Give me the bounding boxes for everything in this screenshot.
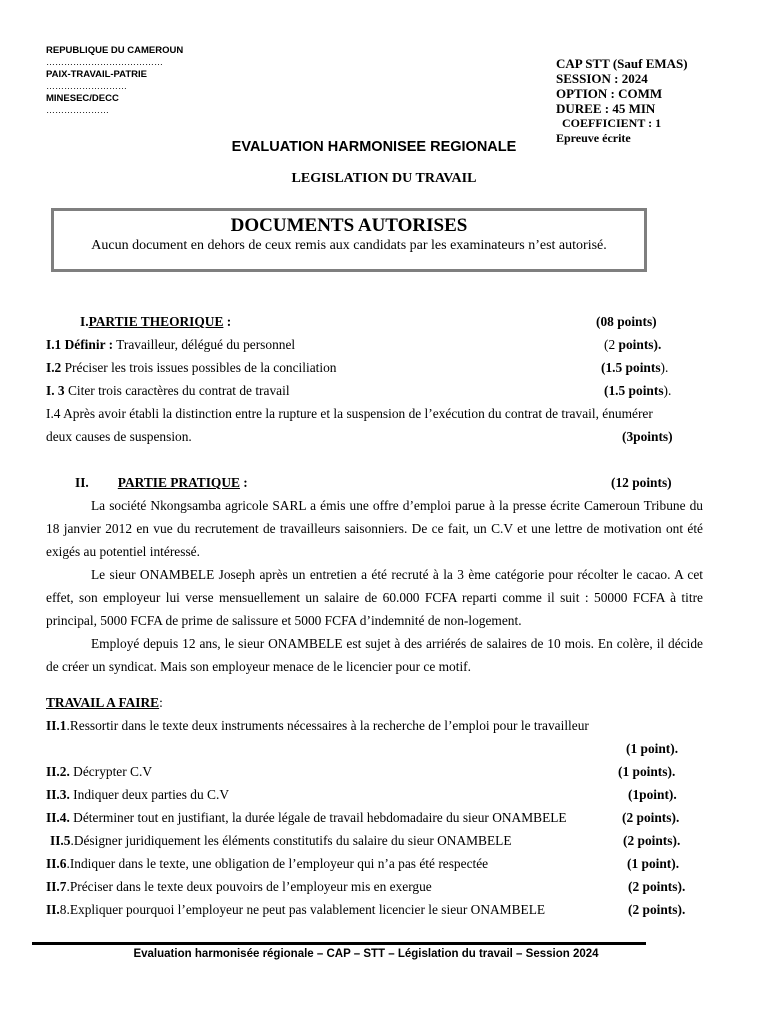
- question-points: (3points): [622, 429, 673, 444]
- question-number: I. 3: [46, 383, 65, 398]
- ministry-label: MINESEC/DECC: [46, 93, 119, 104]
- question-row: [46, 356, 704, 379]
- question-text: Citer trois caractères du contrat de travail: [64, 383, 290, 398]
- question-row: [46, 333, 704, 356]
- task-text: 8.Expliquer pourquoi l’employeur ne peut pas valablement licencier le sieur ONAMBELE: [59, 902, 546, 917]
- republic-label: REPUBLIQUE DU CAMEROUN: [46, 45, 184, 56]
- task-points: (2 points).: [628, 902, 686, 917]
- task-row: [46, 852, 704, 875]
- duration-label: DUREE : 45 MIN: [556, 101, 656, 116]
- task-text: .Préciser dans le texte deux pouvoirs de l’employeur mis en exergue: [66, 879, 432, 894]
- case-paragraph: Le sieur ONAMBELE Joseph après un entretien a été recruté à la 3 ème catégorie pour récolter le cacao. A cet effet, son employeur lui verse mensuellement un salaire de 60.000 FCFA reparti comme il suit : 50000 FCFA à titre principal, 5000 FCFA de prime de salissure et 5000 FCFA d’indemnité de non-logement.: [46, 567, 703, 628]
- question-number: I.1 Définir :: [46, 337, 114, 352]
- part1-colon: :: [223, 314, 232, 329]
- task-text: .Ressortir dans le texte deux instruments nécessaires à la recherche de l’emploi pour le travailleur: [66, 718, 589, 733]
- task-number: II.3.: [46, 787, 70, 802]
- header-left-block: [46, 44, 183, 116]
- part2-colon: :: [239, 475, 248, 490]
- subject-title: LEGISLATION DU TRAVAIL: [291, 171, 477, 186]
- task-points: (1 point).: [626, 741, 679, 756]
- part1-number: I.: [80, 314, 89, 329]
- option-label: OPTION : COMM: [556, 86, 663, 101]
- part1-heading: PARTIE THEORIQUE: [88, 314, 224, 329]
- header-right-block: [556, 56, 688, 146]
- task-row: [46, 829, 704, 852]
- task-number: II.2.: [46, 764, 70, 779]
- task-points: (1 point).: [627, 856, 680, 871]
- question-points: (1.5 points).: [604, 383, 672, 398]
- task-row: [46, 714, 704, 737]
- task-points: (1point).: [628, 787, 677, 802]
- epreuve-label: Epreuve écrite: [556, 131, 631, 145]
- part2-heading-row: [46, 471, 704, 494]
- task-row: [46, 875, 704, 898]
- documents-heading: DOCUMENTS AUTORISES: [230, 215, 468, 236]
- task-number: II.1: [46, 718, 67, 733]
- footer-divider: [32, 942, 646, 945]
- part2-heading: PARTIE PRATIQUE: [117, 475, 240, 490]
- task-text: Décrypter C.V: [69, 764, 153, 779]
- task-text: Indiquer deux parties du C.V: [69, 787, 229, 802]
- motto-label: PAIX-TRAVAIL-PATRIE: [46, 69, 147, 80]
- case-paragraph: Employé depuis 12 ans, le sieur ONAMBELE est sujet à des arriérés de salaires de 10 mois. En colère, il décide de créer un syndicat. Mais son employeur menace de le licencier pour ce motif.: [46, 636, 703, 674]
- session-label: SESSION : 2024: [556, 71, 648, 86]
- question-row: [46, 379, 704, 402]
- task-number: II.6: [46, 856, 67, 871]
- task-row: [46, 783, 704, 806]
- task-row: [46, 898, 704, 921]
- question-text: Préciser les trois issues possibles de la conciliation: [61, 360, 337, 375]
- task-points: (2 points).: [622, 810, 680, 825]
- part1-heading-row: [46, 310, 704, 333]
- question-row: [46, 425, 704, 448]
- task-number: II.4.: [46, 810, 70, 825]
- task-text: Déterminer tout en justifiant, la durée légale de travail hebdomadaire du sieur ONAMBELE: [69, 810, 567, 825]
- question-points: (2 points).: [604, 337, 662, 352]
- task-heading: TRAVAIL A FAIRE: [46, 695, 160, 710]
- coefficient-label: COEFFICIENT : 1: [562, 116, 662, 130]
- task-number: II.: [46, 902, 60, 917]
- dotted-separator: …………………………………: [46, 57, 163, 67]
- task-row: [46, 806, 704, 829]
- part1-points: (08 points): [596, 314, 657, 329]
- page-title: EVALUATION HARMONISEE REGIONALE: [231, 139, 517, 155]
- task-points: (1 points).: [618, 764, 676, 779]
- task-colon: :: [159, 695, 163, 710]
- question-number: I.2: [46, 360, 62, 375]
- part2-number: II.: [75, 475, 89, 490]
- question-text: Travailleur, délégué du personnel: [113, 337, 296, 352]
- task-number: II.7: [46, 879, 67, 894]
- task-points: (2 points).: [628, 879, 686, 894]
- task-number: II.5: [50, 833, 71, 848]
- documents-text: Aucun document en dehors de ceux remis aux candidats par les examinateurs n’est autorisé.: [91, 238, 607, 253]
- part2-points: (12 points): [611, 475, 672, 490]
- task-points: (2 points).: [623, 833, 681, 848]
- documents-box: [51, 208, 647, 272]
- task-text: .Indiquer dans le texte, une obligation de l’employeur qui n’a pas été respectée: [66, 856, 489, 871]
- dotted-separator: …………………: [46, 105, 109, 115]
- task-heading-row: [46, 691, 704, 714]
- exam-label: CAP STT (Sauf EMAS): [556, 56, 688, 71]
- dotted-separator: ………………………: [46, 81, 127, 91]
- question-text-line: I.4 Après avoir établi la distinction entre la rupture et la suspension de l’exécution du contrat de travail, énumérer: [46, 406, 653, 421]
- task-row: [46, 760, 704, 783]
- question-text: deux causes de suspension.: [46, 429, 192, 444]
- case-paragraph: La société Nkongsamba agricole SARL a émis une offre d’emploi parue à la presse écrite Cameroun Tribune du 18 janvier 2012 en vue du recrutement de travailleurs saisonniers. De ce fait, un C.V et une lettre de motivation ont été exigés au potentiel intéressé.: [46, 498, 703, 559]
- task-text: .Désigner juridiquement les éléments constitutifs du salaire du sieur ONAMBELE: [70, 833, 512, 848]
- page-footer: Evaluation harmonisée régionale – CAP – STT – Législation du travail – Session 2024: [133, 948, 599, 960]
- question-points: (1.5 points).: [601, 360, 669, 375]
